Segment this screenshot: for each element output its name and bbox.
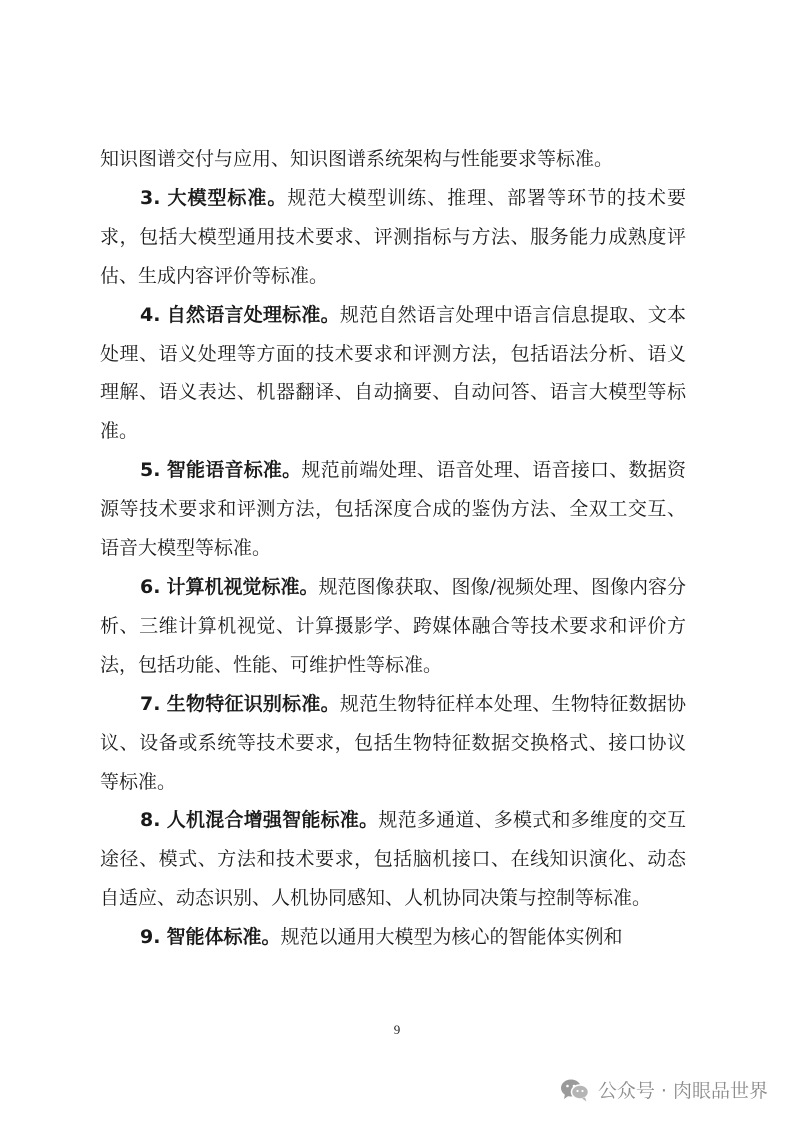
wechat-icon xyxy=(560,1078,590,1102)
item-8 xyxy=(100,801,686,918)
item-heading: 计算机视觉标准。 xyxy=(166,575,319,598)
item-heading: 人机混合增强智能标准。 xyxy=(166,809,379,832)
item-4 xyxy=(100,296,686,452)
item-number: 3. xyxy=(140,186,161,209)
item-6 xyxy=(100,568,686,685)
watermark xyxy=(560,1076,768,1103)
item-text: 规范多通道、多模式和多维度的交互途径、模式、方法和技术要求，包括脑机接口、在线知识演化、动态自适应、动态识别、人机协同感知、人机协同决策与控制等标准。 xyxy=(100,809,686,910)
item-text: 规范大模型训练、推理、部署等环节的技术要求，包括大模型通用技术要求、评测指标与方法、服务能力成熟度评估、生成内容评价等标准。 xyxy=(100,186,686,287)
watermark-text: 公众号 · 肉眼品世界 xyxy=(597,1080,768,1102)
item-text: 规范生物特征样本处理、生物特征数据协议、设备或系统等技术要求，包括生物特征数据交换格式、接口协议等标准。 xyxy=(100,692,686,793)
item-3 xyxy=(100,179,686,296)
item-text: 规范图像获取、图像/视频处理、图像内容分析、三维计算机视觉、计算摄影学、跨媒体融合等技术要求和评价方法，包括功能、性能、可维护性等标准。 xyxy=(100,575,686,676)
item-text: 规范前端处理、语音处理、语音接口、数据资源等技术要求和评测方法，包括深度合成的鉴伪方法、全双工交互、语音大模型等标准。 xyxy=(100,459,686,560)
item-number: 9. xyxy=(140,926,161,949)
item-number: 4. xyxy=(140,303,161,326)
item-heading: 大模型标准。 xyxy=(167,186,288,209)
document-body xyxy=(100,140,686,957)
item-7 xyxy=(100,685,686,802)
item-heading: 智能语音标准。 xyxy=(166,459,302,482)
page-number: 9 xyxy=(393,1022,401,1037)
item-number: 6. xyxy=(140,575,161,598)
continuation-paragraph: 知识图谱交付与应用、知识图谱系统架构与性能要求等标准。 xyxy=(100,148,614,170)
item-9 xyxy=(100,918,686,957)
item-number: 7. xyxy=(140,692,161,715)
item-5 xyxy=(100,451,686,568)
item-number: 8. xyxy=(140,809,161,832)
item-text: 规范以通用大模型为核心的智能体实例和 xyxy=(280,926,623,949)
item-heading: 自然语言处理标准。 xyxy=(166,303,340,326)
item-number: 5. xyxy=(140,459,161,482)
item-heading: 智能体标准。 xyxy=(166,926,281,949)
item-text: 规范自然语言处理中语言信息提取、文本处理、语义处理等方面的技术要求和评测方法，包括语法分析、语义理解、语义表达、机器翻译、自动摘要、自动问答、语言大模型等标准。 xyxy=(100,303,686,443)
item-heading: 生物特征识别标准。 xyxy=(166,692,340,715)
